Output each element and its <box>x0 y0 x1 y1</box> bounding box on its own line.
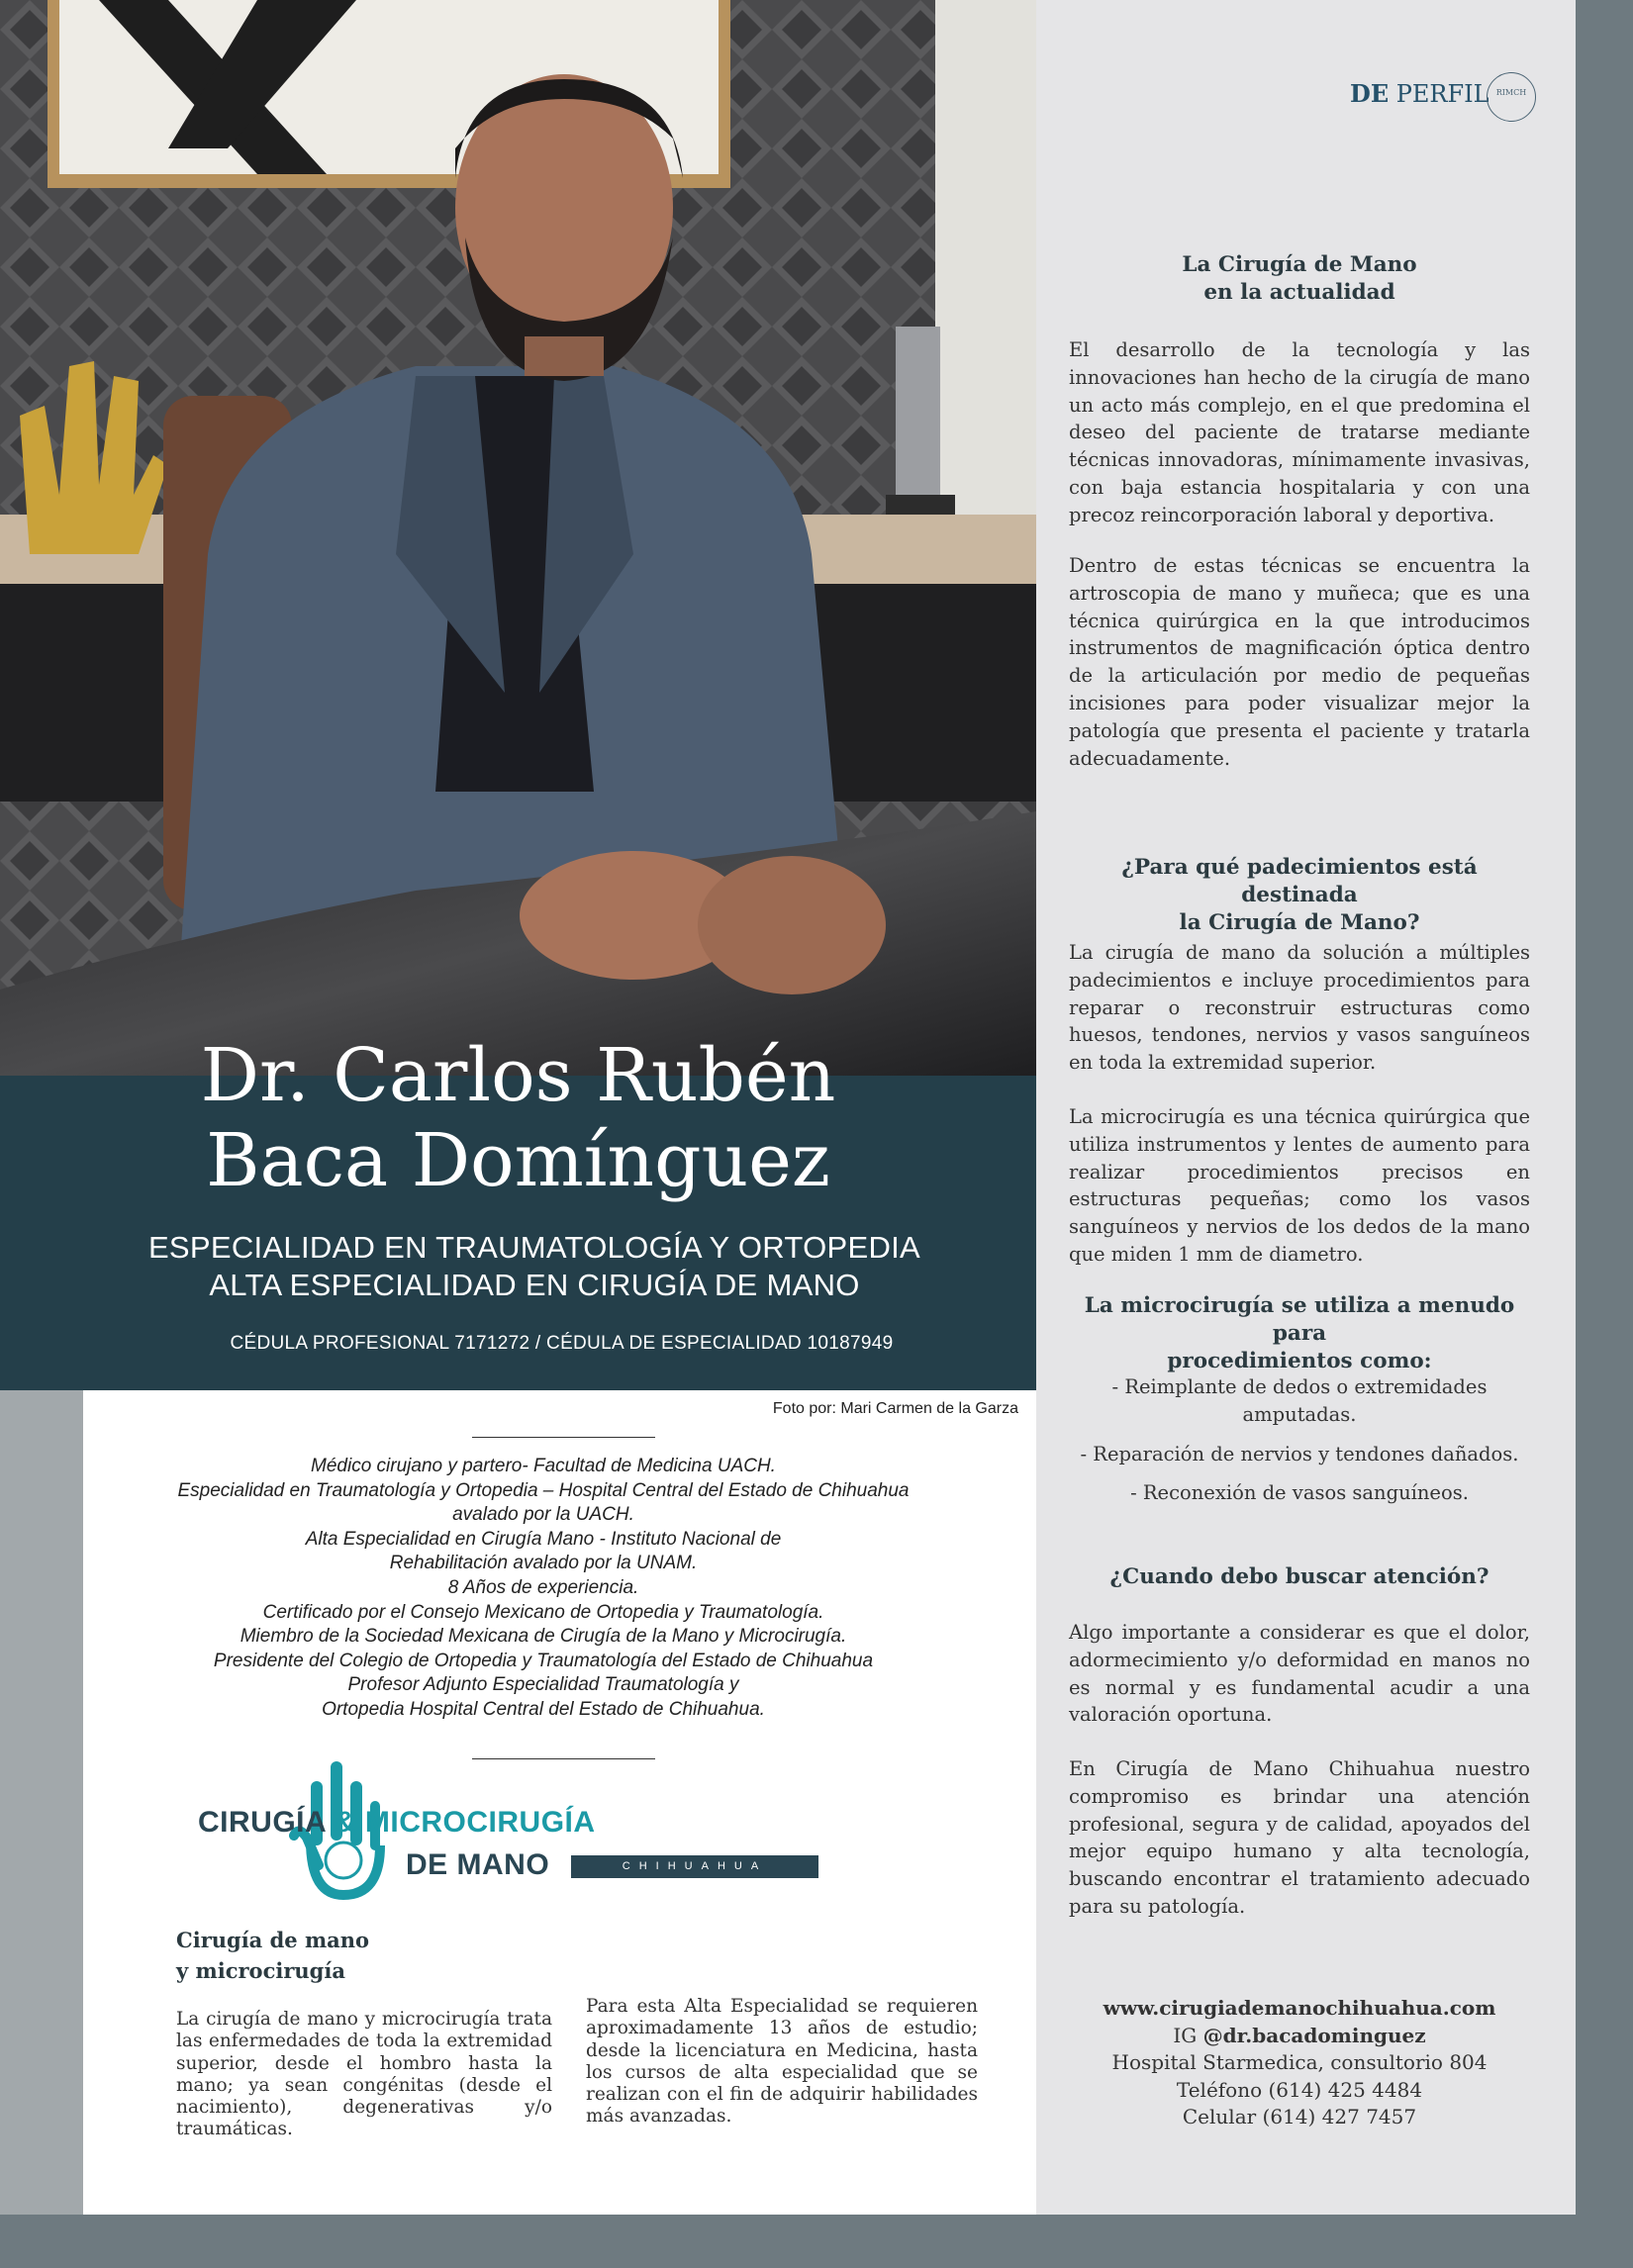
photo-credit: Foto por: Mari Carmen de la Garza <box>772 1400 1018 1417</box>
doctor-photo <box>0 0 1036 1079</box>
cv-line: Rehabilitación avalado por la UNAM. <box>389 1553 698 1574</box>
cell-number: Celular (614) 427 7457 <box>1182 2105 1417 2128</box>
cv-line: Ortopedia Hospital Central del Estado de Chihuahua. <box>322 1698 765 1720</box>
procedure-item: - Reconexión de vasos sanguíneos. <box>1130 1481 1469 1505</box>
page-frame-right <box>1576 0 1633 2268</box>
paragraph-padecimientos-2: La microcirugía es una técnica quirúrgica que utiliza instrumentos y lentes de aumento para realizar procedimientos precisos en estructuras pequeñas; como los vasos sanguíneos y nervios de los dedos de la mano que miden 1 mm de diametro. <box>1069 1105 1530 1266</box>
specialty-line1: ESPECIALIDAD EN TRAUMATOLOGÍA Y ORTOPEDIA <box>147 1230 921 1265</box>
cedula-line: CÉDULA PROFESIONAL 7171272 / CÉDULA DE ESPECIALIDAD 10187949 <box>230 1333 894 1354</box>
cv-line: Especialidad en Traumatología y Ortopedia – Hospital Central del Estado de Chihuahua <box>177 1479 910 1501</box>
procedure-list <box>1069 1373 1530 1507</box>
cv-line: avalado por la UACH. <box>452 1504 634 1526</box>
article-column-1: La cirugía de mano y microcirugía trata las enfermedades de toda la extremidad superior, desde el hombro hasta la mano; ya sean congénitas (desde el nacimiento), degenerativas y/o traumáticas. <box>176 2009 552 2140</box>
badge-label: RIMCH <box>1495 88 1527 97</box>
paragraph-atencion-1: Algo importante a considerar es que el dolor, adormecimiento y/o deformidad en manos no es normal y es fundamental acudir a una valoración oportuna. <box>1069 1621 1530 1727</box>
instagram-handle[interactable]: IG @dr.bacadominguez <box>1173 2023 1426 2047</box>
heading-padecimientos: ¿Para qué padecimientos está destinada la Cirugía de Mano? <box>1121 855 1478 935</box>
logo-title-line1: CIRUGÍA & MICROCIRUGÍA <box>198 1806 596 1839</box>
magazine-badge-icon <box>1487 72 1536 122</box>
doctor-name-line2: Baca Domínguez <box>206 1118 830 1203</box>
logo-title-line2: DE MANO <box>406 1848 550 1881</box>
hospital-address: Hospital Starmedica, consultorio 804 <box>1111 2050 1488 2074</box>
procedure-item-cont: amputadas. <box>1242 1402 1357 1426</box>
cv-line: Médico cirujano y partero- Facultad de Medicina UACH. <box>311 1456 776 1476</box>
logo-city-bar: CHIHUAHUA <box>571 1855 818 1878</box>
article-column-2: Para esta Alta Especialidad se requieren aproximadamente 13 años de estudio; desde la licenciatura en Medicina, hasta los cursos de alta especialidad que se realizan con el fin de adquirir habilidades más avanzadas. <box>586 1996 978 2127</box>
page-frame-bottom <box>0 2215 1633 2268</box>
heading-procedimientos: La microcirugía se utiliza a menudo para procedimientos como: <box>1084 1293 1515 1373</box>
paragraph-padecimientos-1: La cirugía de mano da solución a múltiples padecimientos e incluye procedimientos para reparar o reconstruir estructuras como huesos, tendones, nervios y vasos sanguíneos en toda la extremidad superior. <box>1069 941 1530 1075</box>
contact-block <box>1069 1995 1530 2131</box>
divider-bottom <box>472 1758 655 1759</box>
cv-line: Miembro de la Sociedad Mexicana de Cirugía de la Mano y Microcirugía. <box>240 1626 847 1648</box>
heading-actualidad: La Cirugía de Mano en la actualidad <box>1182 252 1417 305</box>
divider-top <box>472 1437 655 1438</box>
phone-number: Teléfono (614) 425 4484 <box>1176 2077 1423 2102</box>
paragraph-atencion-2: En Cirugía de Mano Chihuahua nuestro compromiso es brindar una atención profesional, segura y de calidad, apoyados del mejor equipo humano y alta tecnología, buscando encontrar el tratamiento adecuado para su patología. <box>1069 1757 1530 1918</box>
cv-line: Presidente del Colegio de Ortopedia y Traumatología del Estado de Chihuahua <box>213 1650 874 1671</box>
cv-line: 8 Años de experiencia. <box>447 1576 639 1598</box>
cv-line: Profesor Adjunto Especialidad Traumatología y <box>347 1674 739 1696</box>
specialty-line2: ALTA ESPECIALIDAD EN CIRUGÍA DE MANO <box>209 1268 860 1302</box>
cv-list <box>143 1455 944 1723</box>
procedure-item: - Reimplante de dedos o extremidades <box>1111 1375 1488 1398</box>
website-link[interactable]: www.cirugiademanochihuahua.com <box>1103 1996 1496 2020</box>
paragraph-actualidad-2: Dentro de estas técnicas se encuentra la artroscopia de mano y muñeca; que es una técnica quirúrgica en la que introducimos instrumentos de magnificación óptica dentro de la articulación por medio de pequeñas incisiones para poder visualizar mejor la patología que presenta el paciente y tratarla adecuadamente. <box>1069 554 1530 770</box>
heading-atencion: ¿Cuando debo buscar atención? <box>1109 1564 1489 1589</box>
doctor-name-line1: Dr. Carlos Rubén <box>200 1033 836 1118</box>
paragraph-actualidad-1: El desarrollo de la tecnología y las innovaciones han hecho de la cirugía de mano un acto más complejo, en el que predomina el deseo del paciente de tratarse mediante técnicas innovadoras, mínimamente invasivas, con baja estancia hospitalaria y con una precoz reincorporación laboral y deportiva. <box>1069 338 1530 526</box>
procedure-item: - Reparación de nervios y tendones dañados. <box>1080 1442 1519 1465</box>
cv-line: Alta Especialidad en Cirugía Mano - Instituto Nacional de <box>305 1528 782 1550</box>
cv-line: Certificado por el Consejo Mexicano de Ortopedia y Traumatología. <box>262 1601 824 1623</box>
article-heading: Cirugía de mano y microcirugía <box>176 1928 370 1983</box>
page-frame-left <box>0 1390 83 2215</box>
section-brand: DE PERFIL <box>1350 79 1489 108</box>
